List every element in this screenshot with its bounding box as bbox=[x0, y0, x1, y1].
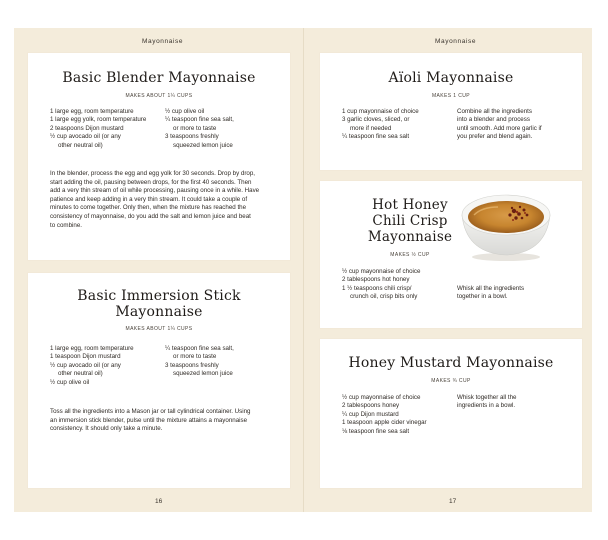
ingredient: 3 teaspoons freshly bbox=[165, 361, 219, 369]
ingredient: ½ cup olive oil bbox=[165, 108, 205, 115]
ingredient: 3 teaspoons freshly bbox=[165, 133, 219, 141]
running-head-left: Mayonnaise bbox=[142, 38, 184, 45]
recipe-yield: MAKES ABOUT 1¼ CUPS bbox=[125, 326, 193, 332]
recipe-yield: MAKES ABOUT 1¼ CUPS bbox=[125, 93, 193, 99]
ingredient: ½ cup avocado oil (or any bbox=[50, 133, 121, 141]
title-line: Chili Crisp bbox=[372, 213, 448, 229]
recipe-card-hot-honey bbox=[320, 181, 582, 328]
method-line: until smooth. Add more garlic if bbox=[457, 124, 542, 132]
ingredient: ⅛ teaspoon fine sea salt bbox=[342, 427, 410, 435]
ingredient: or more to taste bbox=[173, 353, 217, 361]
method-line: Whisk all the ingredients bbox=[457, 285, 525, 292]
method-line: add a very thin stream of oil while processing, pausing once in a while. Have bbox=[50, 187, 260, 195]
ingredient: ½ cup olive oil bbox=[50, 378, 90, 386]
recipe-card-immersion-stick bbox=[28, 273, 290, 488]
ingredient: 1 large egg yolk, room temperature bbox=[50, 116, 147, 124]
ingredient: squeezed lemon juice bbox=[173, 370, 233, 378]
ingredient: squeezed lemon juice bbox=[173, 141, 233, 149]
ingredient: 1 large egg, room temperature bbox=[50, 345, 134, 352]
ingredient: 2 tablespoons hot honey bbox=[342, 276, 410, 284]
ingredient: crunch oil, crisp bits only bbox=[350, 293, 418, 301]
ingredient: ¼ teaspoon fine sea salt bbox=[342, 133, 410, 141]
ingredient: more if needed bbox=[350, 124, 392, 132]
ingredient: 1 teaspoon apple cider vinegar bbox=[342, 419, 427, 427]
recipe-title: Aïoli Mayonnaise bbox=[388, 70, 514, 86]
ingredient: 1 ½ teaspoons chili crisp/ bbox=[342, 284, 412, 292]
ingredient: 1 teaspoon Dijon mustard bbox=[50, 353, 121, 361]
method-line: together in a bowl. bbox=[457, 293, 508, 301]
method-line: minutes to come together. Only then, when the mixture has reached the bbox=[50, 204, 247, 212]
ingredient: ¼ cup Dijon mustard bbox=[342, 410, 399, 418]
method-line: In the blender, process the egg and egg yolk for 30 seconds. Drop by drop, bbox=[50, 170, 256, 177]
recipe-yield: MAKES ¾ CUP bbox=[431, 378, 471, 384]
ingredients-col-1 bbox=[342, 394, 427, 436]
method-line: you prefer and blend again. bbox=[457, 133, 533, 141]
recipe-title: Honey Mustard Mayonnaise bbox=[348, 355, 554, 371]
ingredient: ¼ teaspoon fine sea salt, bbox=[165, 116, 234, 124]
ingredients-col-1 bbox=[342, 108, 419, 142]
ingredient: ¼ teaspoon fine sea salt, bbox=[165, 345, 234, 352]
method-line: consistency of mayonnaise, do you add the salt and lemon juice and beat bbox=[50, 212, 251, 220]
method-text bbox=[457, 285, 524, 302]
recipe-title bbox=[360, 197, 460, 245]
method-line: patience and keep adding in a very thin stream. It could take a couple of bbox=[50, 195, 248, 203]
book-spread bbox=[14, 28, 592, 512]
method-line: Whisk together all the bbox=[457, 394, 517, 401]
ingredient: 1 large egg, room temperature bbox=[50, 108, 134, 115]
method-line: into a blender and process bbox=[457, 116, 530, 124]
method-text bbox=[457, 394, 517, 411]
title-line: Mayonnaise bbox=[367, 229, 453, 245]
ingredient: other neutral oil) bbox=[58, 370, 103, 378]
ingredients-col-1 bbox=[342, 268, 420, 302]
ingredient: 2 teaspoons Dijon mustard bbox=[50, 124, 124, 132]
method-line: start adding the oil, pausing between drops, for the first 40 seconds. Then bbox=[50, 178, 252, 186]
ingredients-col-2 bbox=[165, 108, 234, 150]
ingredients-col-2 bbox=[165, 345, 234, 379]
method-line: Combine all the ingredients bbox=[457, 108, 532, 115]
recipe-yield: MAKES ½ CUP bbox=[390, 252, 430, 258]
recipe-title: Basic Blender Mayonnaise bbox=[62, 70, 256, 86]
recipe-card-honey-mustard bbox=[320, 339, 582, 488]
ingredients-col-1 bbox=[50, 108, 146, 150]
ingredient: 3 garlic cloves, sliced, or bbox=[342, 116, 410, 124]
method-text bbox=[50, 408, 251, 434]
recipe-card-aioli bbox=[320, 53, 582, 170]
method-text bbox=[50, 170, 259, 230]
method-line: an immersion stick blender, pulse until the mixture attains a mayonnaise bbox=[50, 416, 248, 424]
ingredient: 2 tablespoons honey bbox=[342, 402, 400, 410]
ingredients-col-1 bbox=[50, 345, 134, 387]
page-number-right: 17 bbox=[449, 498, 457, 505]
ingredient: or more to taste bbox=[173, 124, 217, 132]
method-line: consistency. It should only take a minute. bbox=[50, 425, 163, 433]
recipe-title bbox=[28, 288, 290, 320]
title-line: Mayonnaise bbox=[115, 304, 203, 320]
ingredient: ½ cup mayonnaise of choice bbox=[342, 268, 421, 275]
hot-honey-mayo-bowl-image bbox=[454, 187, 558, 263]
running-head-right: Mayonnaise bbox=[435, 38, 477, 45]
ingredient: ½ cup mayonnaise of choice bbox=[342, 394, 421, 401]
method-line: ingredients in a bowl. bbox=[457, 402, 516, 410]
title-line: Hot Honey bbox=[372, 197, 448, 213]
page-number-left: 16 bbox=[155, 498, 163, 505]
recipe-card-basic-blender bbox=[28, 53, 290, 260]
method-line: to combine. bbox=[50, 221, 82, 229]
recipe-yield: MAKES 1 CUP bbox=[431, 93, 471, 99]
page-gutter bbox=[303, 28, 304, 512]
method-text bbox=[457, 108, 542, 142]
method-line: Toss all the ingredients into a Mason jar or tall cylindrical container. Using bbox=[50, 408, 251, 415]
ingredient: other neutral oil) bbox=[58, 141, 103, 149]
ingredient: 1 cup mayonnaise of choice bbox=[342, 108, 419, 115]
title-line: Basic Immersion Stick bbox=[77, 288, 241, 304]
ingredient: ½ cup avocado oil (or any bbox=[50, 361, 121, 369]
